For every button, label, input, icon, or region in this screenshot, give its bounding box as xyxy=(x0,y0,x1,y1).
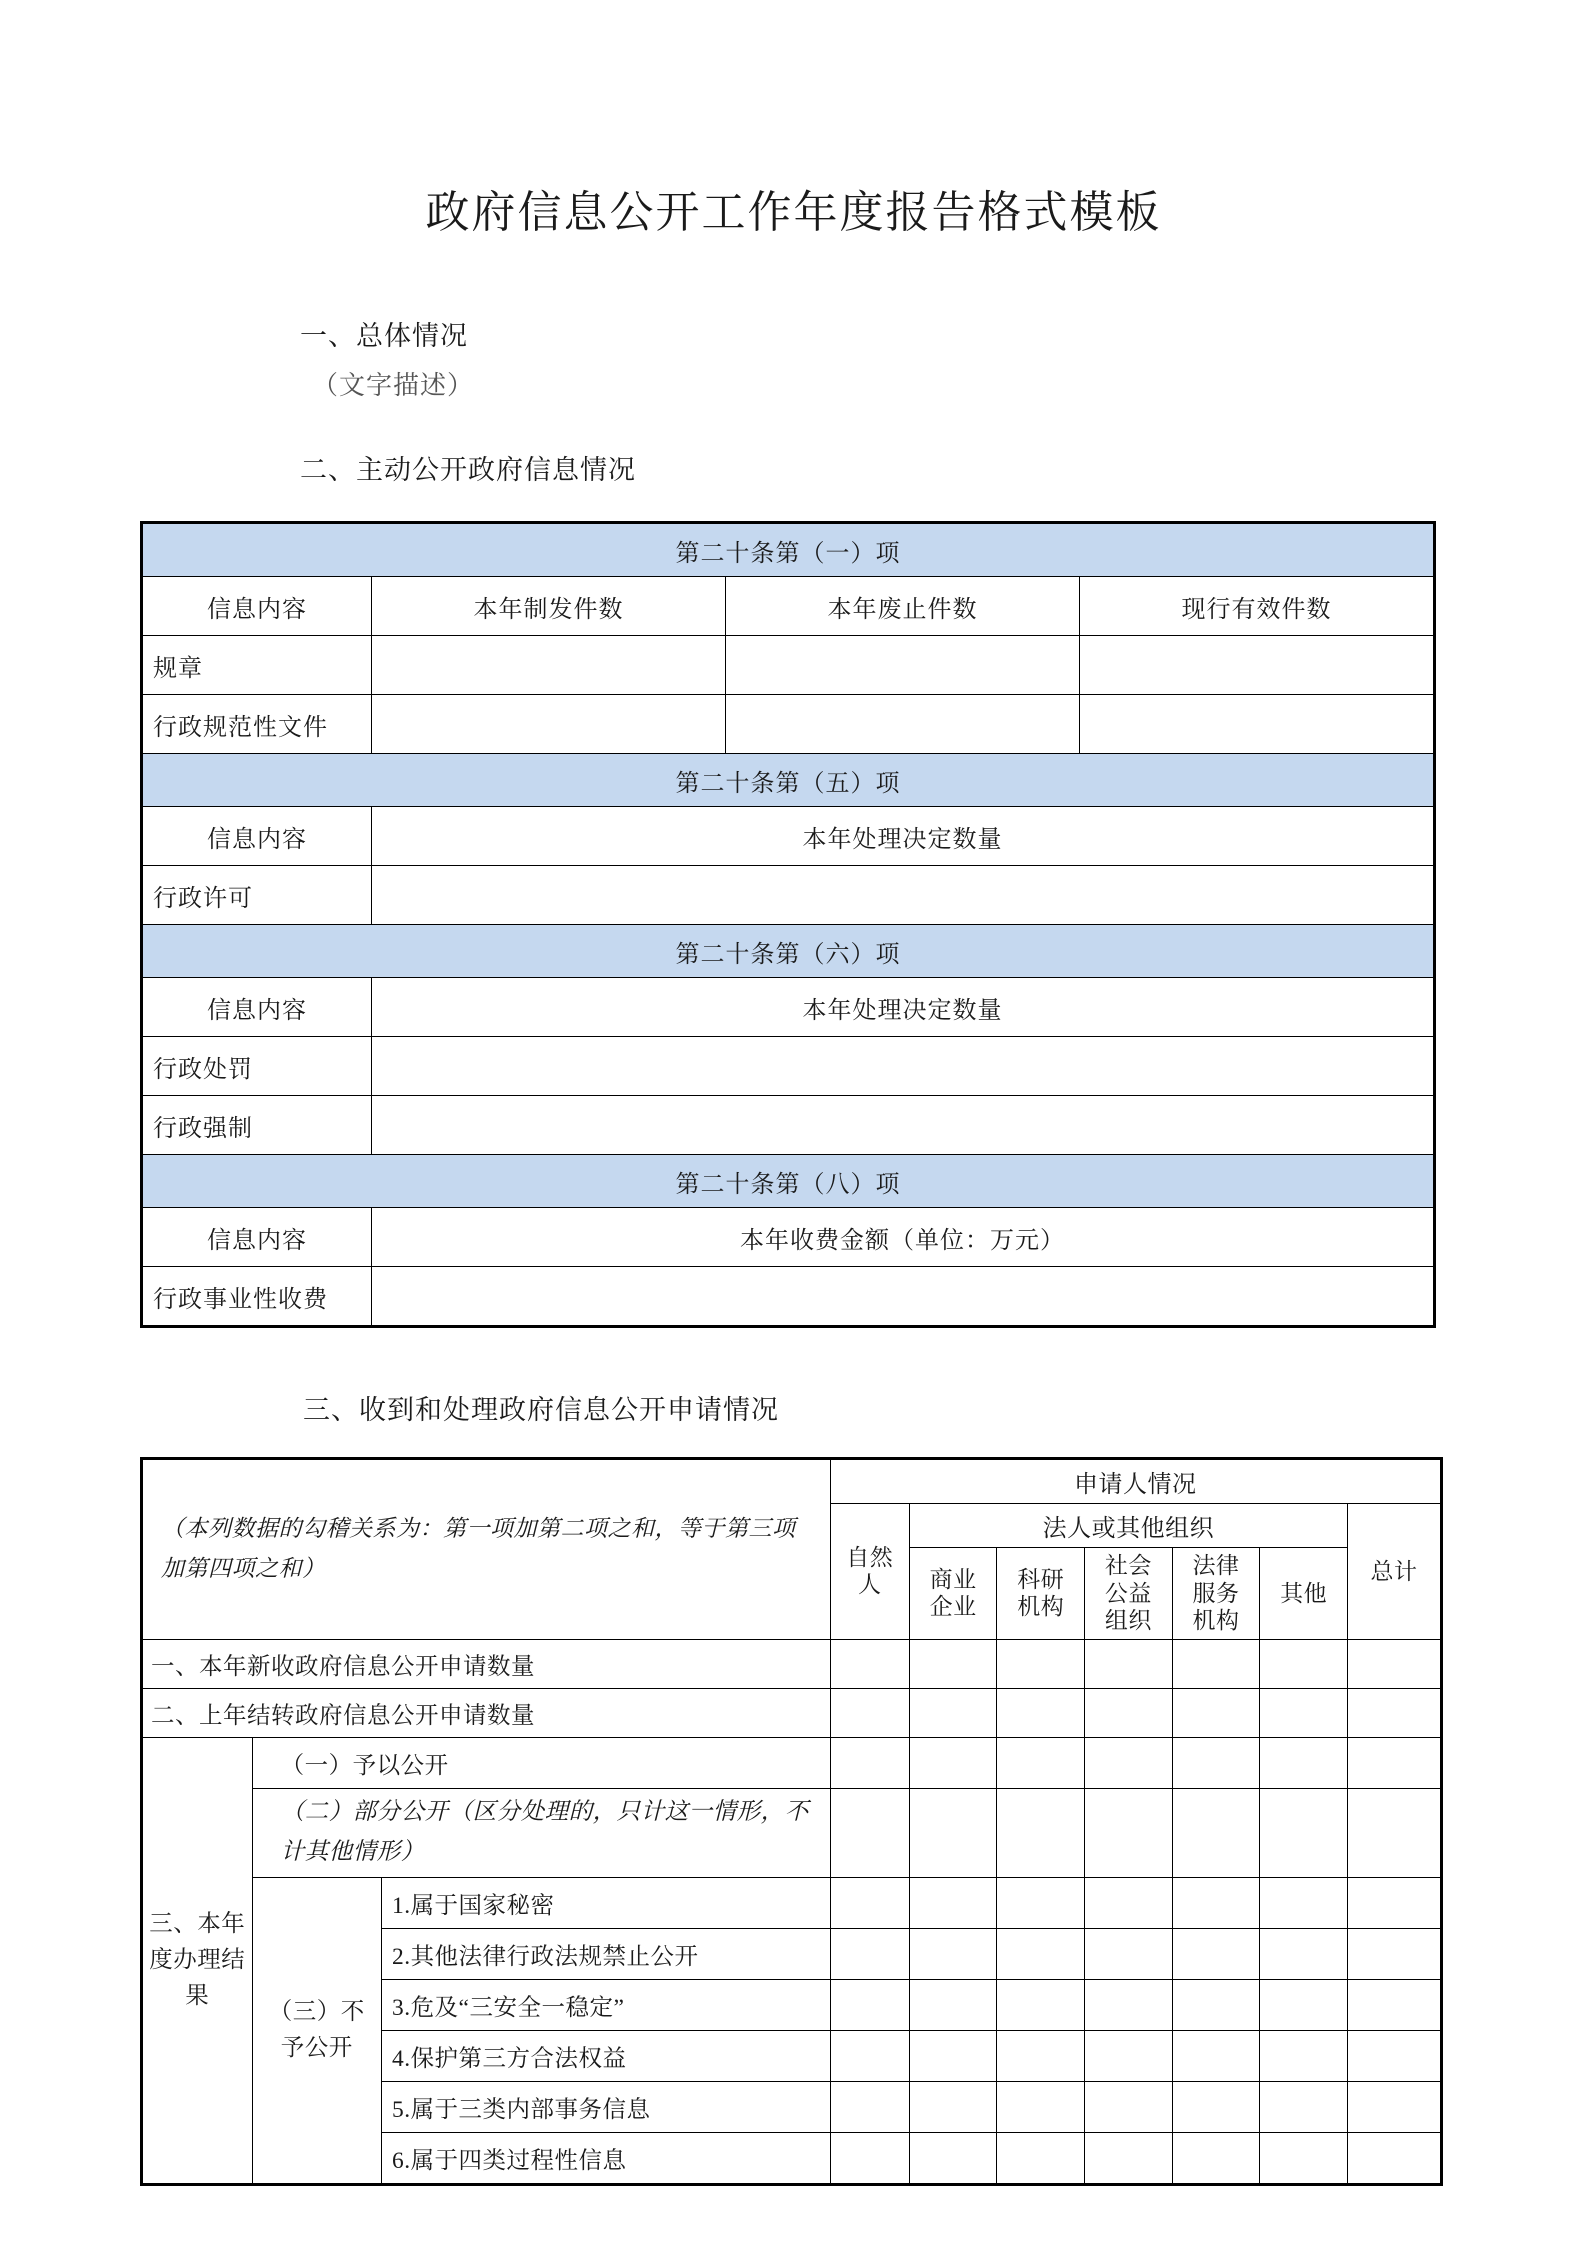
row-label-cell: 行政规范性文件 xyxy=(142,695,372,754)
column-header-cell: 本年制发件数 xyxy=(372,577,726,636)
table-row xyxy=(142,1639,1442,1688)
data-entry-cell[interactable] xyxy=(1085,1688,1173,1737)
data-entry-cell[interactable] xyxy=(997,1737,1085,1788)
data-entry-cell[interactable] xyxy=(1172,1979,1260,2030)
table-row xyxy=(142,978,1435,1037)
group-header-cell: 第二十条第（五）项 xyxy=(142,754,1435,807)
data-entry-cell[interactable] xyxy=(1085,1928,1173,1979)
table-row xyxy=(142,1096,1435,1155)
entity-type-line: 其他 xyxy=(1280,1580,1328,1606)
data-entry-cell[interactable] xyxy=(1347,2081,1441,2132)
data-entry-cell[interactable] xyxy=(997,1639,1085,1688)
entity-type-line: 服务 xyxy=(1192,1580,1240,1606)
data-entry-cell[interactable] xyxy=(1172,2132,1260,2184)
data-entry-cell[interactable] xyxy=(1260,1688,1348,1737)
row-label-cell: 行政事业性收费 xyxy=(142,1267,372,1327)
entity-type-line: 组织 xyxy=(1104,1608,1152,1634)
data-entry-cell[interactable] xyxy=(372,1267,1435,1327)
data-entry-cell[interactable] xyxy=(1085,2132,1173,2184)
table-row xyxy=(142,866,1435,925)
proactive-disclosure-table xyxy=(140,521,1436,1328)
data-entry-cell[interactable] xyxy=(909,2030,997,2081)
data-entry-cell[interactable] xyxy=(1172,1639,1260,1688)
table-row xyxy=(142,1737,1442,1788)
data-entry-cell[interactable] xyxy=(1347,2132,1441,2184)
data-entry-cell[interactable] xyxy=(1347,1979,1441,2030)
section-heading-two: 二、主动公开政府信息情况 xyxy=(300,455,636,485)
data-entry-cell[interactable] xyxy=(1085,2030,1173,2081)
column-header-natural-person xyxy=(830,1504,909,1640)
group-header-cell: 第二十条第（六）项 xyxy=(142,925,1435,978)
column-header-cell: 本年处理决定数量 xyxy=(372,978,1435,1037)
table-row xyxy=(142,523,1435,577)
data-entry-cell[interactable] xyxy=(909,2132,997,2184)
entity-type-line: 商业 xyxy=(929,1566,977,1592)
data-entry-cell[interactable] xyxy=(830,1788,909,1877)
data-entry-cell[interactable] xyxy=(1172,1737,1260,1788)
column-header-cell: 本年收费金额（单位：万元） xyxy=(372,1208,1435,1267)
column-header-commercial-enterprise xyxy=(909,1548,997,1640)
data-entry-cell[interactable] xyxy=(1347,1788,1441,1877)
data-entry-cell[interactable] xyxy=(372,1037,1435,1096)
data-entry-cell[interactable] xyxy=(726,695,1080,754)
table-header-row xyxy=(142,1459,1442,1504)
data-entry-cell[interactable] xyxy=(372,695,726,754)
data-entry-cell[interactable] xyxy=(1260,1737,1348,1788)
data-entry-cell[interactable] xyxy=(830,2132,909,2184)
data-entry-cell[interactable] xyxy=(830,1877,909,1928)
data-entry-cell[interactable] xyxy=(909,1688,997,1737)
data-entry-cell[interactable] xyxy=(1347,1688,1441,1737)
row-label-process-information: 6.属于四类过程性信息 xyxy=(381,2132,830,2184)
section-heading-three: 三、收到和处理政府信息公开申请情况 xyxy=(303,1395,779,1425)
data-entry-cell[interactable] xyxy=(909,1737,997,1788)
applicant-group-header: 申请人情况 xyxy=(830,1459,1441,1504)
data-entry-cell[interactable] xyxy=(997,1979,1085,2030)
row-label-new-requests: 一、本年新收政府信息公开申请数量 xyxy=(142,1639,831,1688)
data-entry-cell[interactable] xyxy=(1085,2081,1173,2132)
data-entry-cell[interactable] xyxy=(372,1096,1435,1155)
data-entry-cell[interactable] xyxy=(372,636,726,695)
row-label-internal-affairs: 5.属于三类内部事务信息 xyxy=(381,2081,830,2132)
data-entry-cell[interactable] xyxy=(1172,1688,1260,1737)
table-row xyxy=(142,695,1435,754)
row-label-third-party-rights: 4.保护第三方合法权益 xyxy=(381,2030,830,2081)
data-entry-cell[interactable] xyxy=(997,1688,1085,1737)
data-entry-cell[interactable] xyxy=(909,2081,997,2132)
data-entry-cell[interactable] xyxy=(1080,695,1435,754)
column-header-cell: 信息内容 xyxy=(142,807,372,866)
column-header-cell: 信息内容 xyxy=(142,978,372,1037)
row-label-law-prohibited: 2.其他法律行政法规禁止公开 xyxy=(381,1928,830,1979)
entity-type-line: 公益 xyxy=(1104,1580,1152,1606)
table-row xyxy=(142,1037,1435,1096)
data-entry-cell[interactable] xyxy=(1172,1928,1260,1979)
entity-type-line: 社会 xyxy=(1104,1553,1152,1578)
checksum-note: （本列数据的勾稽关系为：第一项加第二项之和，等于第三项加第四项之和） xyxy=(142,1459,831,1640)
data-entry-cell[interactable] xyxy=(1260,1877,1348,1928)
data-entry-cell[interactable] xyxy=(997,1788,1085,1877)
data-entry-cell[interactable] xyxy=(830,1928,909,1979)
group-header-cell: 第二十条第（一）项 xyxy=(142,523,1435,577)
natural-person-line-2: 人 xyxy=(857,1572,882,1598)
table-row xyxy=(142,636,1435,695)
natural-person-line-1: 自然 xyxy=(846,1544,894,1570)
legal-entity-group-header: 法人或其他组织 xyxy=(909,1504,1347,1548)
data-entry-cell[interactable] xyxy=(1260,2081,1348,2132)
data-entry-cell[interactable] xyxy=(1260,1979,1348,2030)
data-entry-cell[interactable] xyxy=(1172,2030,1260,2081)
data-entry-cell[interactable] xyxy=(1347,1639,1441,1688)
data-entry-cell[interactable] xyxy=(1172,1877,1260,1928)
column-header-cell: 现行有效件数 xyxy=(1080,577,1435,636)
group-header-cell: 第二十条第（八）项 xyxy=(142,1155,1435,1208)
requests-handling-table xyxy=(140,1457,1443,2186)
data-entry-cell[interactable] xyxy=(1260,1788,1348,1877)
section-heading-one: 一、总体情况 xyxy=(300,321,468,351)
data-entry-cell[interactable] xyxy=(726,636,1080,695)
column-header-cell: 信息内容 xyxy=(142,1208,372,1267)
data-entry-cell[interactable] xyxy=(1347,1928,1441,1979)
data-entry-cell[interactable] xyxy=(909,1979,997,2030)
data-entry-cell[interactable] xyxy=(830,2081,909,2132)
data-entry-cell[interactable] xyxy=(830,2030,909,2081)
table-row xyxy=(142,807,1435,866)
data-entry-cell[interactable] xyxy=(909,1877,997,1928)
row-label-cell: 行政强制 xyxy=(142,1096,372,1155)
table-row xyxy=(142,754,1435,807)
column-header-social-welfare-org xyxy=(1085,1548,1173,1640)
page-title: 政府信息公开工作年度报告格式模板 xyxy=(425,188,1162,237)
data-entry-cell[interactable] xyxy=(1172,1788,1260,1877)
data-entry-cell[interactable] xyxy=(1347,1737,1441,1788)
entity-type-line: 企业 xyxy=(929,1594,977,1620)
data-entry-cell[interactable] xyxy=(1080,636,1435,695)
table-row xyxy=(142,577,1435,636)
table-row xyxy=(142,1788,1442,1877)
row-label-partially-disclosed: （二）部分公开（区分处理的，只计这一情形，不计其他情形） xyxy=(252,1788,830,1877)
row-label-cell: 行政许可 xyxy=(142,866,372,925)
table-row xyxy=(142,1877,1442,1928)
row-group-label-annual-results: 三、本年度办理结果 xyxy=(142,1737,253,2184)
entity-type-line: 科研 xyxy=(1017,1566,1065,1592)
column-header-research-institution xyxy=(997,1548,1085,1640)
data-entry-cell[interactable] xyxy=(372,866,1435,925)
data-entry-cell[interactable] xyxy=(1260,2030,1348,2081)
data-entry-cell[interactable] xyxy=(830,1688,909,1737)
column-header-cell: 信息内容 xyxy=(142,577,372,636)
section-one-body: （文字描述） xyxy=(312,371,475,400)
entity-type-line: 机构 xyxy=(1192,1608,1240,1634)
data-entry-cell[interactable] xyxy=(909,1928,997,1979)
data-entry-cell[interactable] xyxy=(830,1639,909,1688)
column-header-legal-service-org xyxy=(1172,1548,1260,1640)
data-entry-cell[interactable] xyxy=(1085,1788,1173,1877)
table-row xyxy=(142,1688,1442,1737)
data-entry-cell[interactable] xyxy=(830,1737,909,1788)
table-row xyxy=(142,1267,1435,1327)
data-entry-cell[interactable] xyxy=(830,1979,909,2030)
data-entry-cell[interactable] xyxy=(1172,2081,1260,2132)
row-label-cell: 规章 xyxy=(142,636,372,695)
row-label-disclosed: （一）予以公开 xyxy=(252,1737,830,1788)
row-label-three-safety: 3.危及“三安全一稳定” xyxy=(381,1979,830,2030)
row-group-label-not-disclosed: （三）不予公开 xyxy=(252,1877,381,2184)
data-entry-cell[interactable] xyxy=(909,1788,997,1877)
data-entry-cell[interactable] xyxy=(1347,1877,1441,1928)
data-entry-cell[interactable] xyxy=(997,2030,1085,2081)
row-label-cell: 行政处罚 xyxy=(142,1037,372,1096)
data-entry-cell[interactable] xyxy=(1085,1877,1173,1928)
data-entry-cell[interactable] xyxy=(1260,2132,1348,2184)
column-header-other xyxy=(1260,1548,1348,1640)
data-entry-cell[interactable] xyxy=(1085,1979,1173,2030)
data-entry-cell[interactable] xyxy=(997,2081,1085,2132)
data-entry-cell[interactable] xyxy=(997,1877,1085,1928)
data-entry-cell[interactable] xyxy=(909,1639,997,1688)
entity-type-line: 法律 xyxy=(1192,1553,1240,1578)
column-header-total: 总计 xyxy=(1347,1504,1441,1640)
table-row xyxy=(142,925,1435,978)
data-entry-cell[interactable] xyxy=(997,1928,1085,1979)
data-entry-cell[interactable] xyxy=(1085,1639,1173,1688)
table-row xyxy=(142,1208,1435,1267)
data-entry-cell[interactable] xyxy=(1260,1928,1348,1979)
entity-type-line: 机构 xyxy=(1017,1594,1065,1620)
row-label-carryover-requests: 二、上年结转政府信息公开申请数量 xyxy=(142,1688,831,1737)
data-entry-cell[interactable] xyxy=(1260,1639,1348,1688)
table-row xyxy=(142,1155,1435,1208)
data-entry-cell[interactable] xyxy=(997,2132,1085,2184)
column-header-cell: 本年废止件数 xyxy=(726,577,1080,636)
data-entry-cell[interactable] xyxy=(1085,1737,1173,1788)
row-label-state-secret: 1.属于国家秘密 xyxy=(381,1877,830,1928)
data-entry-cell[interactable] xyxy=(1347,2030,1441,2081)
column-header-cell: 本年处理决定数量 xyxy=(372,807,1435,866)
